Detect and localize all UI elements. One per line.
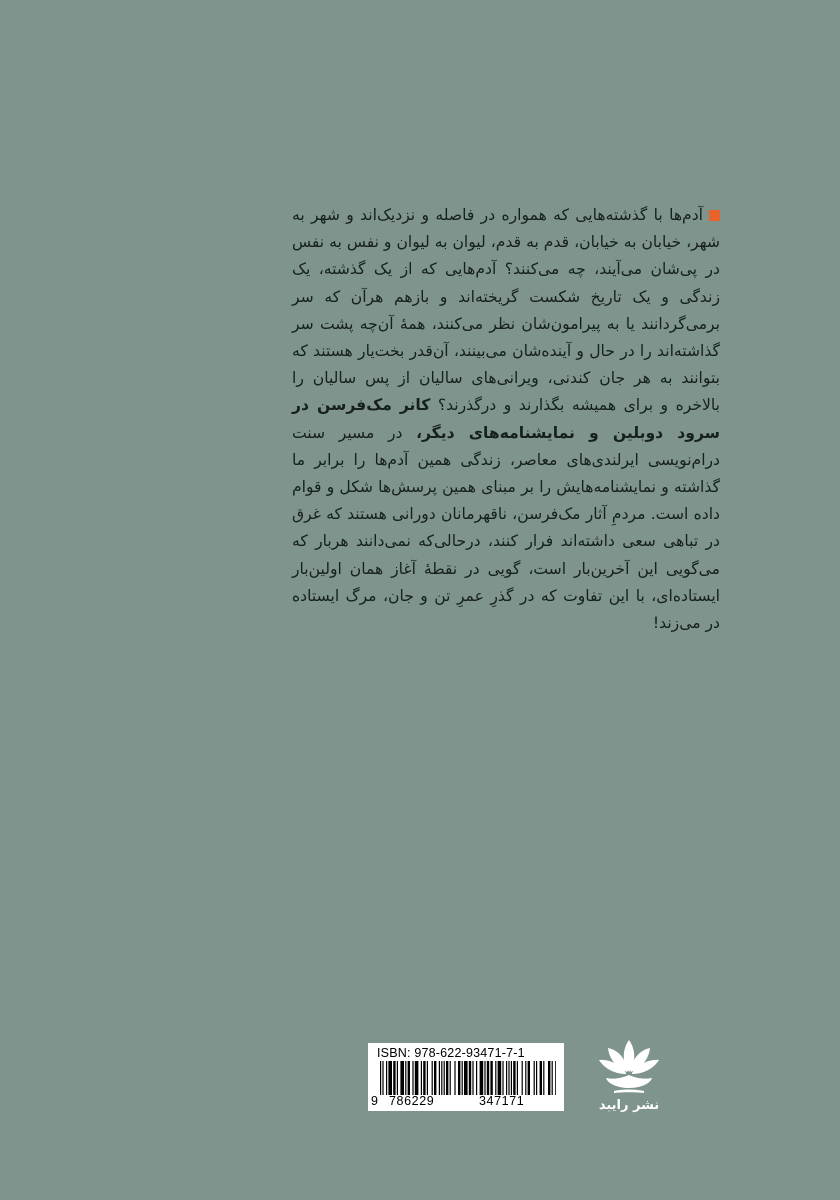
barcode-bar — [469, 1061, 471, 1095]
barcode-bar — [423, 1061, 425, 1095]
barcode-bar — [434, 1061, 436, 1095]
barcode-bar — [472, 1061, 473, 1095]
barcode-bar — [495, 1061, 496, 1095]
barcode-bar — [517, 1061, 518, 1095]
barcode-bar — [388, 1061, 392, 1095]
barcode-bar — [476, 1061, 477, 1095]
barcode-bar — [400, 1061, 404, 1095]
barcode-bar — [484, 1061, 485, 1095]
barcode-bar — [454, 1061, 455, 1095]
publisher-name: نشر رایبد — [598, 1098, 660, 1113]
barcode-bar — [534, 1061, 535, 1095]
barcode-digits-right: 347171 — [479, 1094, 525, 1108]
barcode-bar — [522, 1061, 523, 1095]
publisher-logo — [594, 1036, 664, 1128]
barcode-bar — [555, 1061, 556, 1095]
barcode-bar — [540, 1061, 542, 1095]
barcode-bar — [490, 1061, 492, 1095]
barcode-bar — [427, 1061, 428, 1095]
barcode-bar — [432, 1061, 433, 1095]
barcode-bar — [511, 1061, 512, 1095]
barcode-bar — [393, 1061, 395, 1095]
barcode-bar — [380, 1061, 381, 1095]
isbn-label: ISBN: 978-622-93471-7-1 — [377, 1046, 525, 1060]
barcode-bar — [408, 1061, 410, 1095]
barcode-bar — [439, 1061, 440, 1095]
orange-bullet-icon — [709, 210, 720, 221]
barcode-bar — [548, 1061, 550, 1095]
barcode-bar — [405, 1061, 406, 1095]
barcode-bar — [397, 1061, 398, 1095]
barcode-bar — [480, 1061, 484, 1095]
barcode-digit-first: 9 — [371, 1094, 378, 1108]
barcode-bar — [487, 1061, 489, 1095]
barcode-bar — [382, 1061, 383, 1095]
blurb-text — [292, 202, 720, 637]
barcode-digits-left: 786229 — [389, 1094, 435, 1108]
lotus-logo-icon — [594, 1036, 664, 1098]
barcode-bar — [525, 1061, 526, 1095]
isbn-barcode — [368, 1043, 564, 1111]
barcode-bar — [450, 1061, 451, 1095]
barcode-bar — [528, 1061, 530, 1095]
barcode-bar — [441, 1061, 442, 1095]
barcode-bar — [498, 1061, 502, 1095]
barcode-bar — [462, 1061, 463, 1095]
barcode-bar — [386, 1061, 387, 1095]
barcode-bar — [464, 1061, 468, 1095]
barcode-bar — [412, 1061, 413, 1095]
barcode-bar — [508, 1061, 509, 1095]
barcode-bar — [506, 1061, 507, 1095]
barcode-bar — [415, 1061, 419, 1095]
blurb-part-2: در مسیر سنت درام‌نویسی ایرلندی‌های معاصر، زندگی همین آدم‌ها را برابر ما گذاشته و نمایشنامه‌هایش را بر مبنای همین پرسش‌ها شکل و قوام داده است. مردمِ آثار مک‌فرسن، ناقهرمانان دورانی هستند که غرق در تباهی سعی داشته‌اند فرار کنند، درحالی‌که نمی‌دانند هربار که می‌گویی این آخرین‌بار است، گویی در نقطهٔ آغاز همان اولین‌بار ایستاده‌ای، با این تفاوت که در گذرِ عمرِ تن و جان، مرگ ایستاده در می‌زند! — [292, 423, 720, 633]
barcode-bar — [502, 1061, 503, 1095]
blurb-bold-title: کانر مک‌فرسن در سرود دوبلین و نمایشنامه‌های دیگر، — [292, 396, 720, 442]
barcode-bar — [552, 1061, 553, 1095]
barcode-bar — [458, 1061, 460, 1095]
barcode-bar — [421, 1061, 422, 1095]
barcode-bar — [536, 1061, 537, 1095]
barcode-bar — [444, 1061, 445, 1095]
blurb-part-1: آدم‌ها با گذشته‌هایی که همواره در فاصله و نزدیک‌اند و شهر به شهر، خیابان به خیابان، قدم به قدم، لیوان به لیوان و نفس به نفس در پی‌شان می‌آیند، چه می‌کنند؟ آدم‌هایی که از یک گذشته، یک زندگی و یک تاریخ شکست گریخته‌اند و بازهم هرآن که سر برمی‌گردانند یا به پیرامون‌شان نظر می‌کنند، همهٔ آن‌چه پشت سر گذاشته‌اند را در حال و آینده‌شان می‌بینند، آن‌قدر بخت‌یار هستند که بتوانند به هر جان کندنی، ویرانی‌های سالیان از پس سالیان را بالاخره و برای همیشه بگذارند و درگذرند؟ — [292, 206, 720, 415]
barcode-bar — [446, 1061, 448, 1095]
barcode-bar — [543, 1061, 544, 1095]
barcode-bar — [513, 1061, 515, 1095]
